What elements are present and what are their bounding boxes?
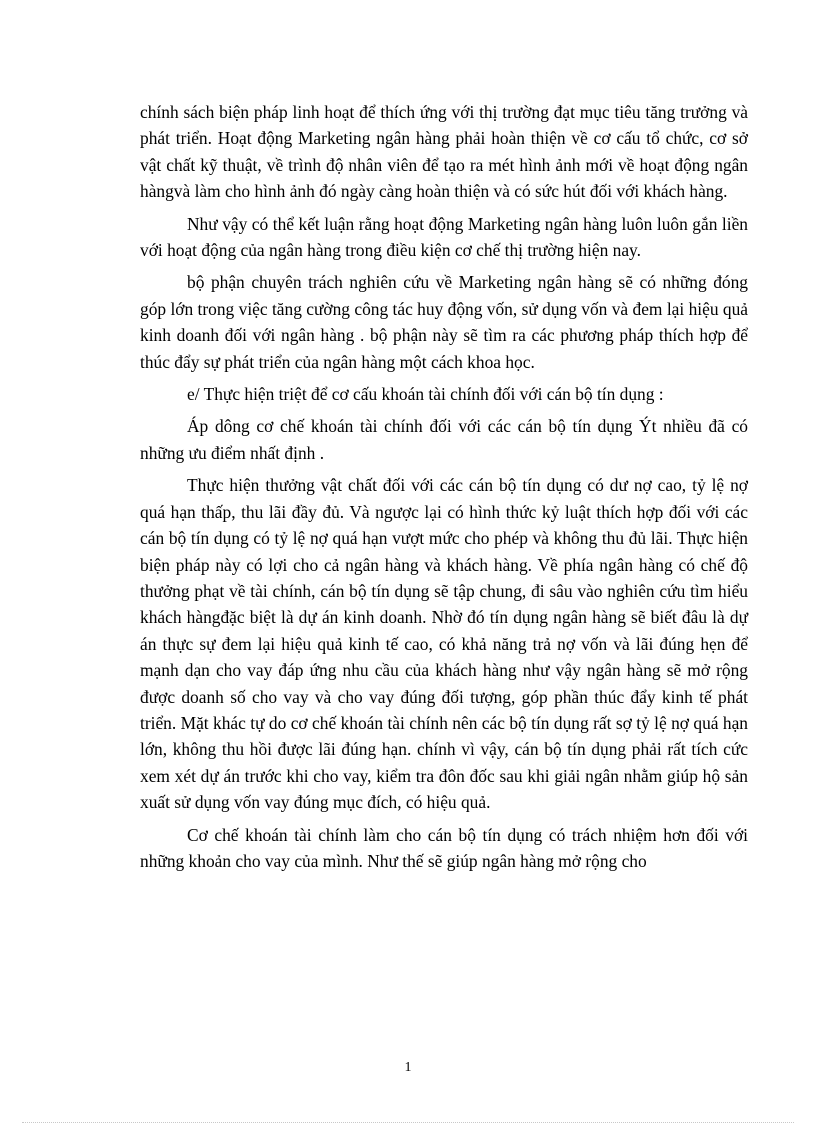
- paragraph-continuation: chính sách biện pháp linh hoạt để thích ứng với thị trường đạt mục tiêu tăng trưởng và phát triển. Hoạt động Marketing ngân hàng phải hoàn thiện về cơ cấu tổ chức, cơ sở vật chất kỹ thuật, về trình độ nhân viên để tạo ra mét hình ảnh mới về hoạt động ngân hàngvà làm cho hình ảnh đó ngày càng hoàn thiện và có sức hút đối với khách hàng.: [140, 102, 748, 202]
- paragraph-conclusion: Như vậy có thể kết luận rằng hoạt động Marketing ngân hàng luôn luôn gắn liền với hoạt động của ngân hàng trong điều kiện cơ chế thị trường hiện nay.: [140, 213, 748, 261]
- paragraph-responsibility: Cơ chế khoán tài chính làm cho cán bộ tín dụng có trách nhiệm hơn đối với những khoản cho vay của mình. Như thế sẽ giúp ngân hàng mở rộng cho: [140, 824, 748, 871]
- paragraph-rewards: Thực hiện thưởng vật chất đối với các cán bộ tín dụng có dư nợ cao, tỷ lệ nợ quá hạn thấp, thu lãi đầy đủ. Và ngược lại có hình thức kỷ luật thích hợp đối với các cán bộ tín dụng có tỷ lệ nợ quá hạn vượt mức cho phép và không thu đủ lãi. Thực hiện biện pháp này có lợi cho cả ngân hàng và khách hàng. Về phía ngân hàng có chế độ thưởng phạt về tài chính, cán bộ tín dụng sẽ tập chung, đi sâu vào nghiên cứu tìm hiểu khách hàngđặc biệt là dự án kinh doanh. Nhờ đó tín dụng ngân hàng sẽ biết đâu là dự án thực sự đem lại hiệu quả kinh tế cao, có khả năng trả nợ vốn và lãi đúng hẹn để mạnh dạn cho vay đáp ứng nhu cầu của khách hàng như vậy ngân hàng sẽ mở rộng được doanh số cho vay và cho vay đúng đối tượng, góp phần thúc đẩy kinh tế phát triển. Mặt khác tự do cơ chế khoán tài chính nên các bộ tín dụng rất sợ tỷ lệ nợ quá hạn lớn, không thu hồi được lãi đúng hạn. chính vì vậy, cán bộ tín dụng phải rất tích cức xem xét dự án trước khi cho vay, kiểm tra đôn đốc sau khi giải ngân nhằm giúp hộ sản xuất sử dụng vốn vay đúng mục đích, có hiệu quả.: [140, 475, 748, 813]
- section-heading-e: e/ Thực hiện triệt để cơ cấu khoán tài chính đối với cán bộ tín dụng :: [187, 384, 664, 405]
- paragraph-marketing-department: bộ phận chuyên trách nghiên cứu về Marketing ngân hàng sẽ có những đóng góp lớn trong việc tăng cường công tác huy động vốn, sử dụng vốn và đem lại hiệu quả kinh doanh đối với ngân hàng . bộ phận này sẽ tìm ra các phương pháp thích hợp để thúc đẩy sự phát triển của ngân hàng một cách khoa học.: [140, 272, 748, 372]
- paragraph-apply-mechanism: Áp dông cơ chế khoán tài chính đối với các cán bộ tín dụng Ýt nhiều đã có những ưu điểm nhất định .: [140, 416, 748, 463]
- page-number: 1: [404, 1060, 412, 1075]
- body-text: [140, 99, 748, 880]
